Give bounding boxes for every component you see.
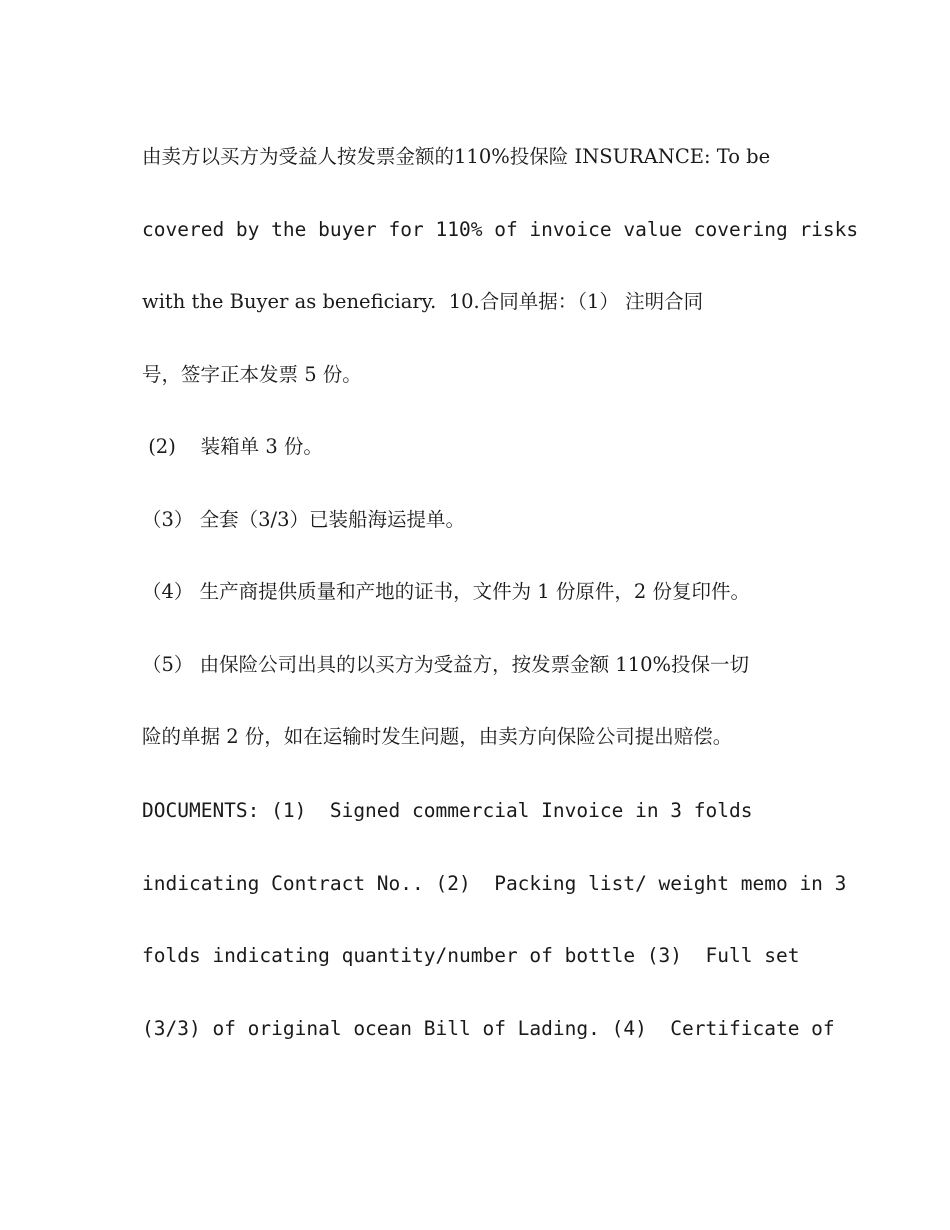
text-line-4: 号，签字正本发票 5 份。 [142, 363, 362, 386]
text-line-12: folds indicating quantity/number of bottle (3) Full set [142, 944, 800, 967]
text-line-2: covered by the buyer for 110% of invoice value covering risks [142, 218, 859, 241]
text-line-3: with the Buyer as beneficiary. 10.合同单据：（1） 注明合同 [142, 290, 704, 313]
text-line-13: (3/3) of original ocean Bill of Lading. (4) Certificate of [142, 1017, 835, 1040]
text-line-10: DOCUMENTS: (1) Signed commercial Invoice in 3 folds [142, 799, 753, 822]
text-line-7: （4） 生产商提供质量和产地的证书，文件为 1 份原件，2 份复印件。 [142, 580, 751, 603]
text-line-11: indicating Contract No.. (2) Packing list/ weight memo in 3 [142, 872, 847, 895]
text-line-6: （3） 全套（3/3）已装船海运提单。 [142, 508, 465, 531]
text-line-9: 险的单据 2 份，如在运输时发生问题，由卖方向保险公司提出赔偿。 [142, 725, 733, 748]
text-line-5: (2) 装箱单 3 份。 [142, 435, 323, 458]
text-line-1: 由卖方以买方为受益人按发票金额的110%投保险 INSURANCE: To be [142, 145, 771, 168]
text-line-8: （5） 由保险公司出具的以买方为受益方，按发票金额 110%投保一切 [142, 653, 750, 676]
